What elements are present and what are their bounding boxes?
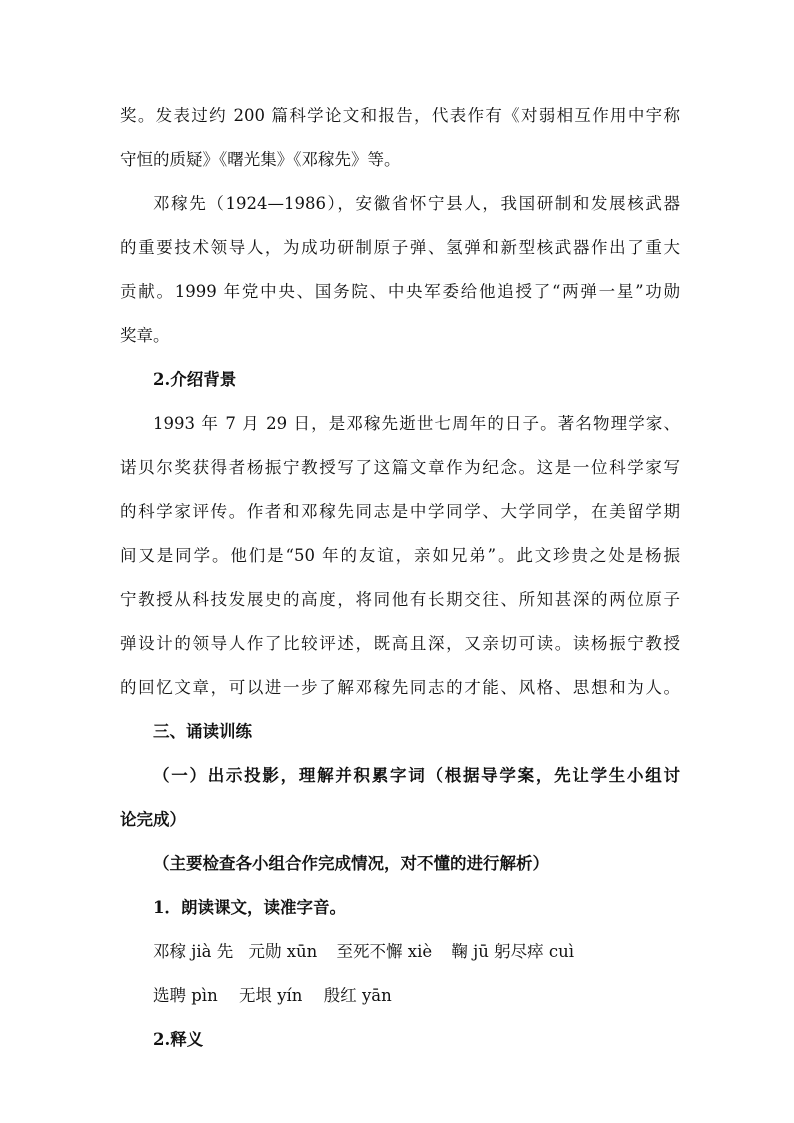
pronunciation-line: [153, 984, 713, 1008]
paragraph-line: 守恒的质疑》《曙光集》《邓稼先》等。: [120, 150, 401, 169]
section-heading: 三、诵读训练: [153, 722, 252, 741]
pronunciation-line: [153, 940, 713, 964]
sub-heading-line: （一）出示投影，理解并积累字词（根据导学案，先让学生小组讨: [153, 766, 680, 785]
paragraph-line: 的回忆文章，可以进一步了解邓稼先同志的才能、风格、思想和为人。: [120, 678, 680, 697]
pronunciation-item: 至死不懈 xiè: [336, 942, 433, 961]
paragraph-line: 宁教授从科技发展史的高度，将同他有长期交往、所知甚深的两位原子: [120, 590, 680, 609]
paragraph-line: 贡献。1999 年党中央、国务院、中央军委给他追授了“两弹一星”功勋: [120, 282, 680, 301]
pronunciation-item: 邓稼 jià 先: [153, 942, 234, 961]
paragraph-line: 奖章。: [120, 326, 170, 345]
paragraph-line: 的重要技术领导人，为成功研制原子弹、氢弹和新型核武器作出了重大: [120, 238, 680, 257]
pronunciation-item: 无垠 yín: [238, 986, 303, 1005]
section-heading: 2.介绍背景: [153, 370, 237, 389]
instruction-text: （主要检查各小组合作完成情况，对不懂的进行解析）: [153, 854, 549, 873]
paragraph-line: 诺贝尔奖获得者杨振宁教授写了这篇文章作为纪念。这是一位科学家写: [120, 458, 680, 477]
paragraph-line: 1993 年 7 月 29 日，是邓稼先逝世七周年的日子。著名物理学家、: [153, 414, 680, 433]
paragraph-line: 奖。发表过约 200 篇科学论文和报告，代表作有《对弱相互作用中宇称: [120, 106, 680, 125]
paragraph-line: 间又是同学。他们是“50 年的友谊，亲如兄弟”。此文珍贵之处是杨振: [120, 546, 680, 565]
pronunciation-item: 选聘 pìn: [153, 986, 218, 1005]
sub-heading-line: 论完成）: [120, 810, 186, 829]
pronunciation-item: 殷红 yān: [323, 986, 392, 1005]
item-heading: 2.释义: [153, 1030, 204, 1049]
pronunciation-item: 鞠 jū 躬尽瘁 cuì: [451, 942, 575, 961]
paragraph-line: 邓稼先（1924—1986），安徽省怀宁县人，我国研制和发展核武器: [153, 194, 680, 213]
paragraph-line: 的科学家评传。作者和邓稼先同志是中学同学、大学同学，在美留学期: [120, 502, 680, 521]
pronunciation-item: 元勋 xūn: [248, 942, 318, 961]
paragraph-line: 弹设计的领导人作了比较评述，既高且深，又亲切可读。读杨振宁教授: [120, 634, 680, 653]
item-heading: 1．朗读课文，读准字音。: [153, 898, 346, 917]
